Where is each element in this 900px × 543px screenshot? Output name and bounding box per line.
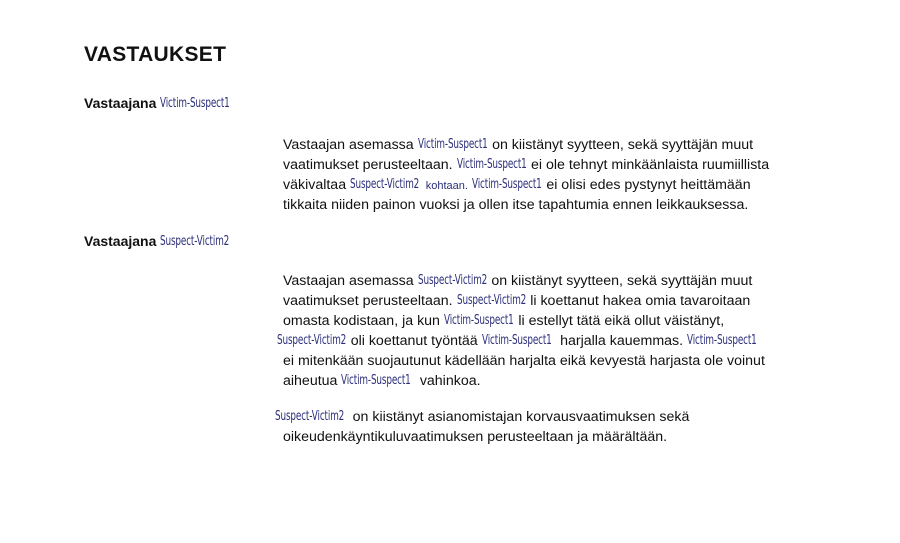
pseudonym-tag: Suspect-Victim2 <box>275 409 345 424</box>
text-run: li koettanut hakea omia tavaroitaan <box>530 293 751 309</box>
pseudonym-tag: Victim-Suspect1 <box>443 313 514 328</box>
text-run: on kiistänyt syytteen, sekä syyttäjän muut <box>491 273 753 289</box>
text-run: vaatimukset perusteeltaan. <box>283 293 453 309</box>
pseudonym-tag: Suspect-Victim2 <box>277 333 347 348</box>
text-line <box>275 407 865 427</box>
pseudonym-tag: Victim-Suspect1 <box>456 157 527 172</box>
pseudonym-tag: Victim-Suspect1 <box>687 333 757 348</box>
text-run: omasta kodistaan, ja kun <box>283 313 440 329</box>
respondent-2-heading <box>84 233 262 249</box>
respondent-label: Vastaajana <box>84 233 157 249</box>
pseudonym-tag: Victim-Suspect1 <box>481 333 552 348</box>
respondent-1-heading <box>84 95 263 111</box>
text-line <box>283 155 873 175</box>
pseudonym-tag: Victim-Suspect1 <box>160 96 230 111</box>
text-run: ei ole tehnyt minkäänlaista ruumiillista <box>530 157 770 173</box>
text-line <box>283 135 873 155</box>
pseudonym-tag: Victim-Suspect1 <box>471 177 542 192</box>
pseudonym-tag: Victim-Suspect1 <box>417 137 488 152</box>
pseudonym-tag: Suspect-Victim2 <box>350 177 420 192</box>
text-run: väkivaltaa <box>283 177 347 193</box>
pseudonym-tag: Suspect-Victim2 <box>417 273 487 288</box>
respondent-2-response <box>277 271 873 391</box>
text-run: ei olisi edes pystynyt heittämään <box>546 177 751 193</box>
text-run: oli koettanut työntää <box>350 333 478 349</box>
respondent-label: Vastaajana <box>84 95 157 111</box>
text-line <box>283 175 873 195</box>
text-run: li estellyt tätä eikä ollut väistänyt, <box>518 313 725 329</box>
text-run: kohtaan. <box>425 180 468 192</box>
text-line <box>277 331 873 351</box>
text-run: on kiistänyt syytteen, sekä syyttäjän muut <box>492 137 754 153</box>
text-run: vaatimukset perusteeltaan. <box>283 157 453 173</box>
text-run: Vastaajan asemassa <box>283 273 414 289</box>
text-line: ei mitenkään suojautunut kädellään harjalta eikä kevyestä harjasta ole voinut <box>283 353 765 369</box>
text-line <box>283 371 873 391</box>
respondent-1-response <box>283 135 873 215</box>
text-line <box>283 291 873 311</box>
pseudonym-tag: Suspect-Victim2 <box>456 293 526 308</box>
text-line <box>283 271 873 291</box>
pseudonym-tag: Suspect-Victim2 <box>160 234 230 249</box>
text-run: vahinkoa. <box>419 373 481 389</box>
text-line <box>283 311 873 331</box>
section-title: VASTAUKSET <box>84 43 227 66</box>
respondent-2-claims-response <box>275 407 865 447</box>
text-line: tikkaita niiden painon vuoksi ja ollen itse tapahtumia ennen leikkauksessa. <box>283 197 749 213</box>
pseudonym-tag: Victim-Suspect1 <box>341 373 412 388</box>
text-run: harjalla kauemmas. <box>560 333 684 349</box>
text-run: Vastaajan asemassa <box>283 137 414 153</box>
text-run: aiheutua <box>283 373 338 389</box>
text-line: oikeudenkäyntikuluvaatimuksen perusteeltaan ja määrältään. <box>283 429 668 445</box>
text-run: on kiistänyt asianomistajan korvausvaatimuksen sekä <box>352 409 690 425</box>
